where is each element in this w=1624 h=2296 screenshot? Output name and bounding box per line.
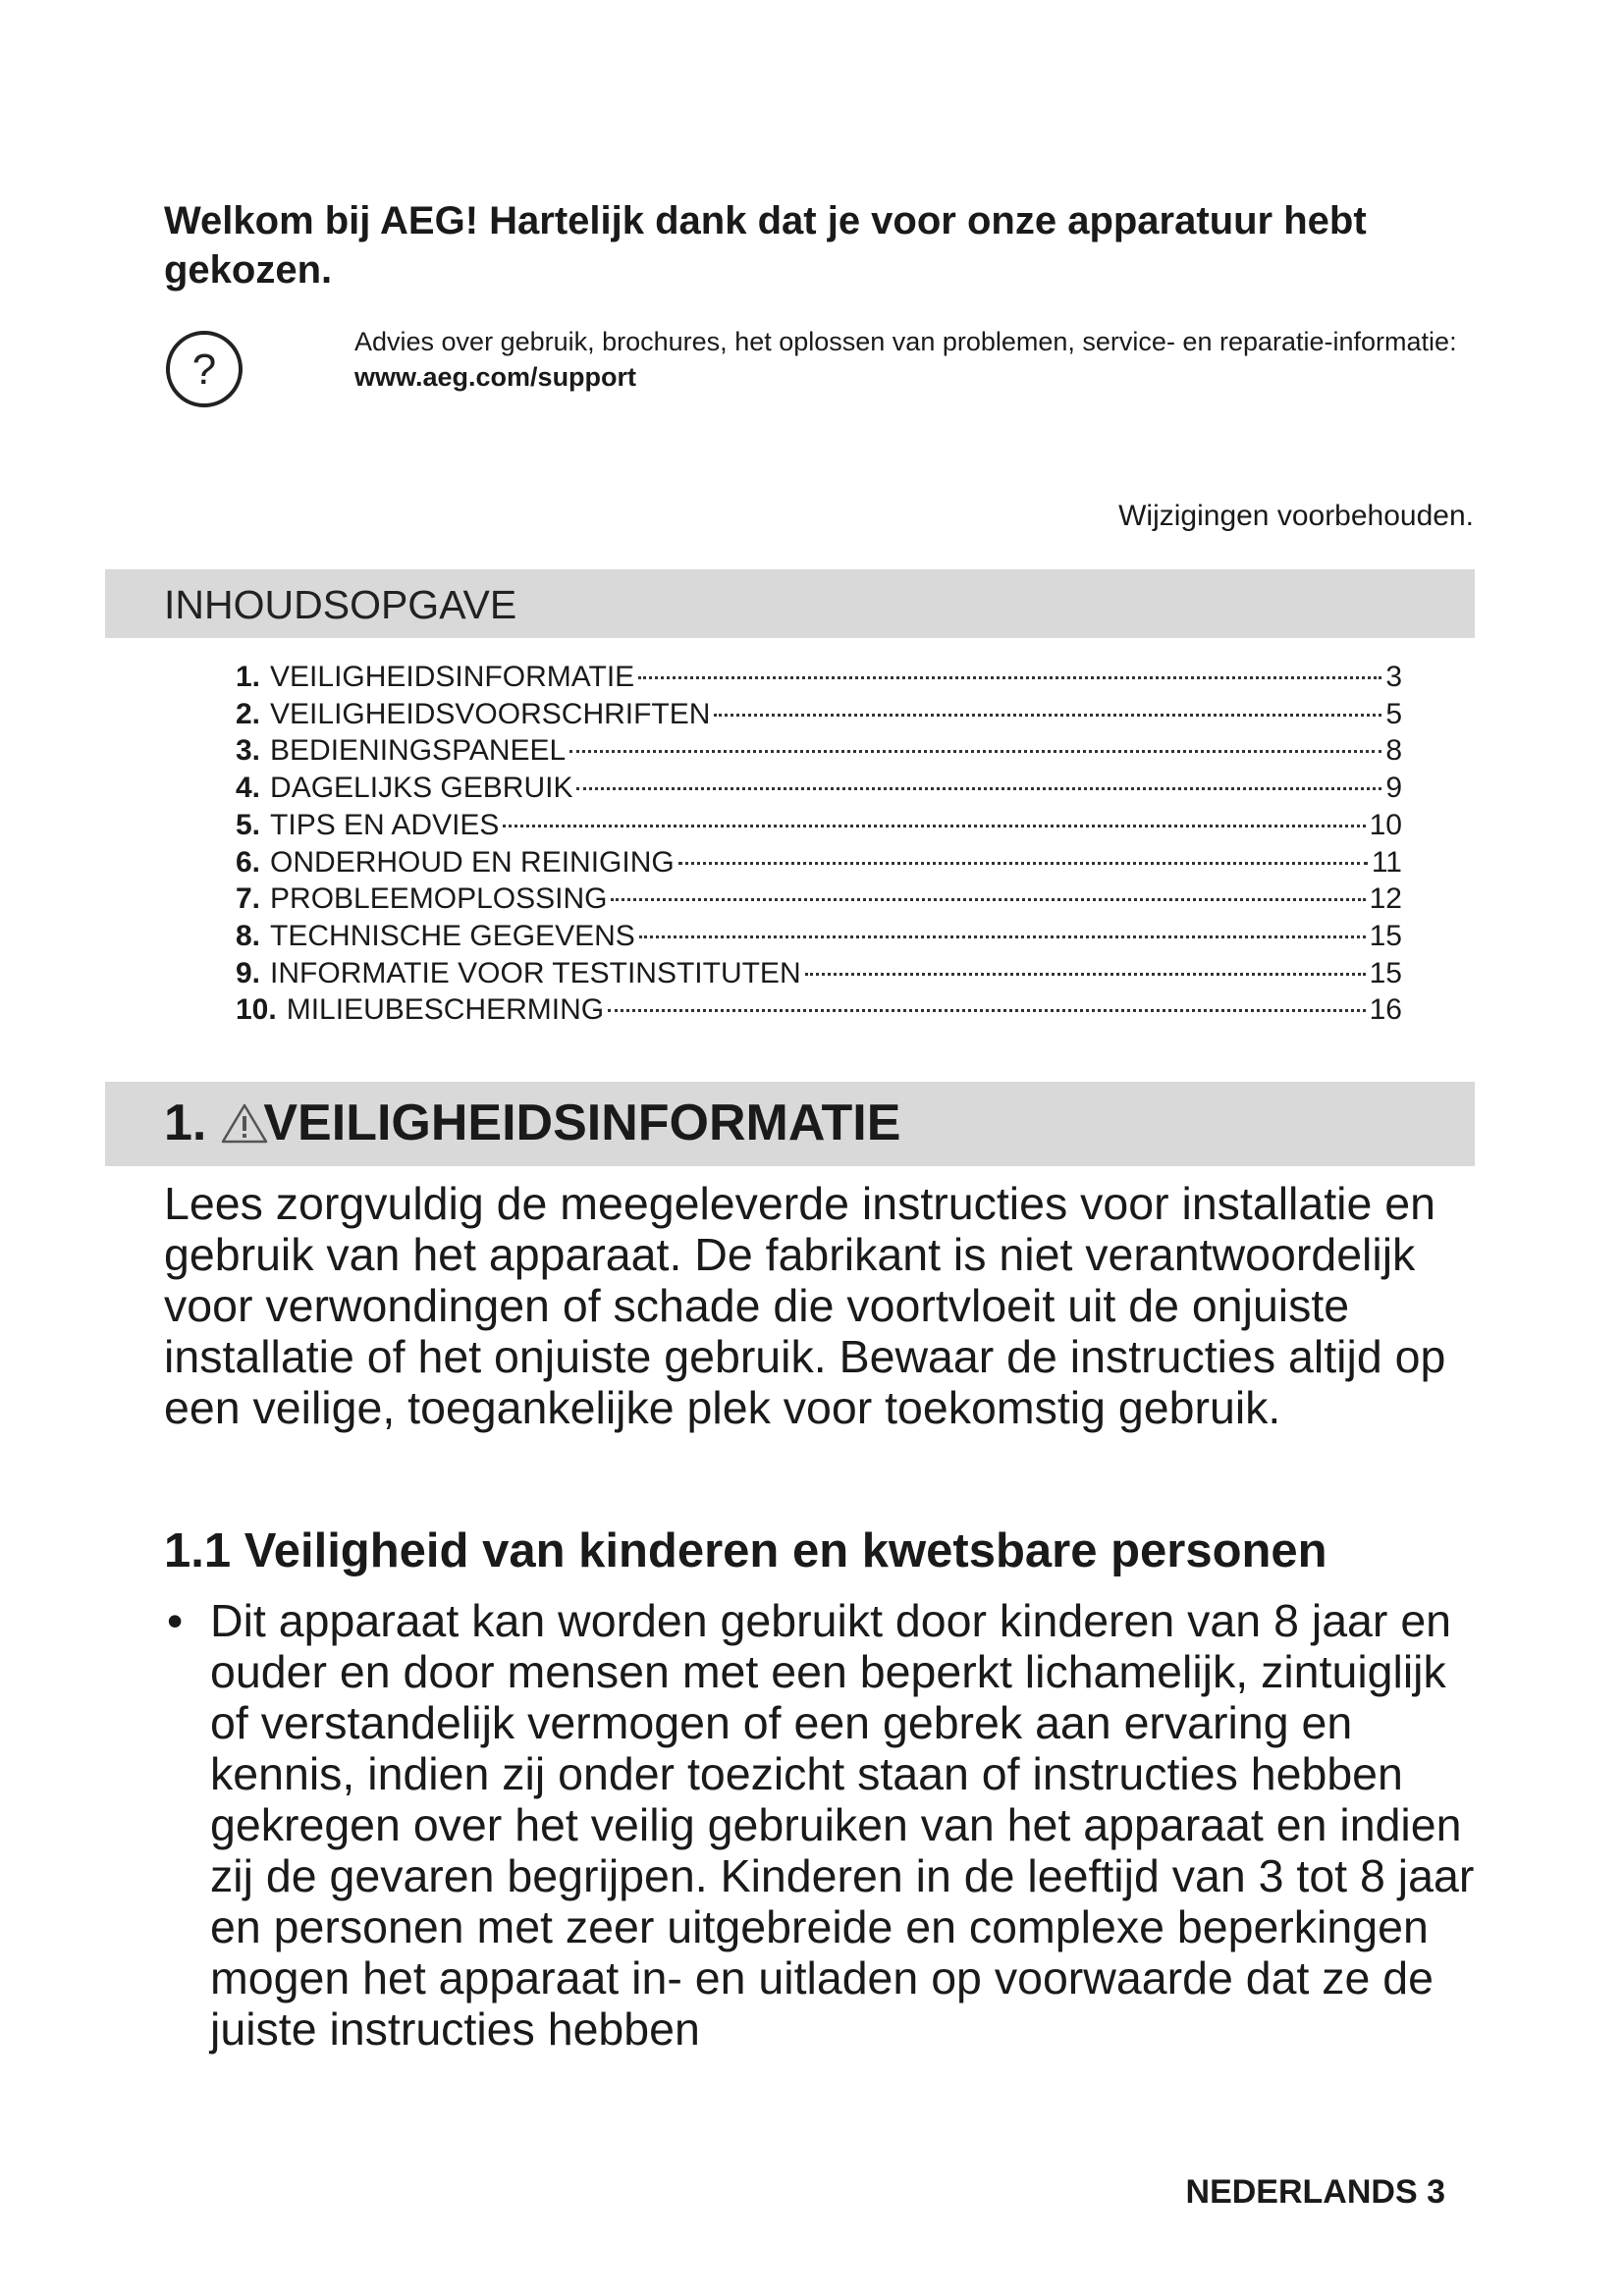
support-description: Advies over gebruik, brochures, het oplossen van problemen, service- en reparatie-informatie: bbox=[354, 327, 1457, 356]
toc-leader bbox=[608, 1009, 1366, 1012]
toc-leader bbox=[639, 935, 1366, 938]
toc-entry-page: 10 bbox=[1369, 808, 1402, 841]
list-item-text: Dit apparaat kan worden gebruikt door kinderen van 8 jaar en ouder en door mensen met een beperkt lichamelijk, zintuiglijk of verstandelijk vermogen of een gebrek aan ervaring en kennis, indien zij onder toezicht staan of instructies hebben gekregen over het veilig gebruiken van het apparaat en indien zij de gevaren begrijpen. Kinderen in de leeftijd van 3 tot 8 jaar en personen met zeer uitgebreide en complexe beperkingen mogen het apparaat in- en uitladen op voorwaarde dat ze de juiste instructies hebben bbox=[210, 1595, 1475, 2055]
toc-entry-title: VEILIGHEIDSINFORMATIE bbox=[270, 661, 635, 693]
toc-entry[interactable] bbox=[236, 807, 1402, 844]
toc-entry-page: 5 bbox=[1385, 697, 1402, 730]
toc-leader bbox=[576, 787, 1381, 790]
toc-entry[interactable] bbox=[236, 732, 1402, 770]
toc-leader bbox=[678, 862, 1368, 865]
toc-entry-page: 11 bbox=[1371, 845, 1402, 879]
toc-entry-number: 8. bbox=[236, 919, 261, 952]
subsection-title: 1.1 Veiligheid van kinderen en kwetsbare personen bbox=[164, 1524, 1327, 1577]
toc-entry-page: 8 bbox=[1385, 734, 1402, 768]
table-of-contents bbox=[236, 659, 1402, 1029]
toc-entry-title: TECHNISCHE GEGEVENS bbox=[270, 919, 635, 952]
section-title-text: VEILIGHEIDSINFORMATIE bbox=[263, 1095, 901, 1151]
toc-entry-title: PROBLEEMOPLOSSING bbox=[270, 882, 608, 916]
toc-leader bbox=[805, 973, 1366, 976]
section-intro: Lees zorgvuldig de meegeleverde instructies voor installatie en gebruik van het apparaat. De fabrikant is niet verantwoordelijk voor verwondingen of schade die voortvloeit uit de onjuiste installatie of het onjuiste gebruik. Bewaar de instructies altijd op een veilige, toegankelijke plek voor toekomstig gebruik. bbox=[164, 1178, 1446, 1433]
section-title bbox=[164, 1092, 900, 1154]
section-number: 1. bbox=[164, 1095, 207, 1151]
toc-entry-title: BEDIENINGSPANEEL bbox=[270, 734, 567, 768]
support-info bbox=[354, 324, 1484, 395]
toc-entry-title: DAGELIJKS GEBRUIK bbox=[270, 772, 573, 805]
toc-entry[interactable] bbox=[236, 770, 1402, 807]
toc-entry[interactable] bbox=[236, 659, 1402, 696]
toc-entry-page: 16 bbox=[1369, 993, 1402, 1027]
support-url[interactable]: www.aeg.com/support bbox=[354, 362, 637, 392]
changes-note: Wijzigingen voorbehouden. bbox=[1118, 500, 1474, 532]
toc-entry-title: ONDERHOUD EN REINIGING bbox=[270, 845, 675, 879]
page-footer: NEDERLANDS 3 bbox=[1185, 2173, 1445, 2211]
bullet-marker: • bbox=[167, 1595, 184, 1646]
toc-entry-page: 3 bbox=[1385, 661, 1402, 693]
toc-entry-number: 7. bbox=[236, 882, 261, 916]
bullet-list bbox=[164, 1595, 1494, 2055]
toc-leader bbox=[503, 825, 1365, 828]
toc-entry[interactable] bbox=[236, 844, 1402, 881]
toc-entry-page: 12 bbox=[1369, 882, 1402, 916]
toc-entry[interactable] bbox=[236, 955, 1402, 992]
toc-entry-number: 4. bbox=[236, 772, 261, 805]
toc-entry-page: 15 bbox=[1369, 956, 1402, 989]
toc-entry-number: 5. bbox=[236, 808, 261, 841]
toc-leader bbox=[569, 750, 1381, 753]
toc-entry-number: 9. bbox=[236, 956, 261, 989]
toc-heading: INHOUDSOPGAVE bbox=[164, 582, 517, 627]
toc-leader bbox=[714, 714, 1381, 717]
list-item bbox=[164, 1595, 1494, 2055]
toc-entry[interactable] bbox=[236, 918, 1402, 955]
toc-entry-number: 6. bbox=[236, 845, 261, 879]
toc-leader bbox=[611, 898, 1365, 901]
toc-entry-title: INFORMATIE VOOR TESTINSTITUTEN bbox=[270, 956, 801, 989]
toc-entry-page: 9 bbox=[1385, 772, 1402, 805]
toc-entry-number: 3. bbox=[236, 734, 261, 768]
toc-entry-number: 1. bbox=[236, 661, 261, 693]
toc-entry-number: 10. bbox=[236, 993, 277, 1027]
toc-leader bbox=[638, 676, 1381, 679]
question-circle-icon bbox=[164, 329, 244, 409]
toc-entry-page: 15 bbox=[1369, 919, 1402, 952]
toc-entry-number: 2. bbox=[236, 697, 261, 730]
toc-entry[interactable] bbox=[236, 991, 1402, 1029]
toc-entry-title: VEILIGHEIDSVOORSCHRIFTEN bbox=[270, 697, 711, 730]
toc-entry[interactable] bbox=[236, 696, 1402, 733]
toc-entry-title: TIPS EN ADVIES bbox=[270, 808, 500, 841]
toc-entry[interactable] bbox=[236, 881, 1402, 918]
svg-text:?: ? bbox=[191, 346, 217, 394]
welcome-heading: Welkom bij AEG! Hartelijk dank dat je voor onze apparatuur hebt gekozen. bbox=[164, 199, 1367, 292]
toc-entry-title: MILIEUBESCHERMING bbox=[286, 993, 605, 1027]
warning-triangle-icon bbox=[220, 1101, 269, 1145]
